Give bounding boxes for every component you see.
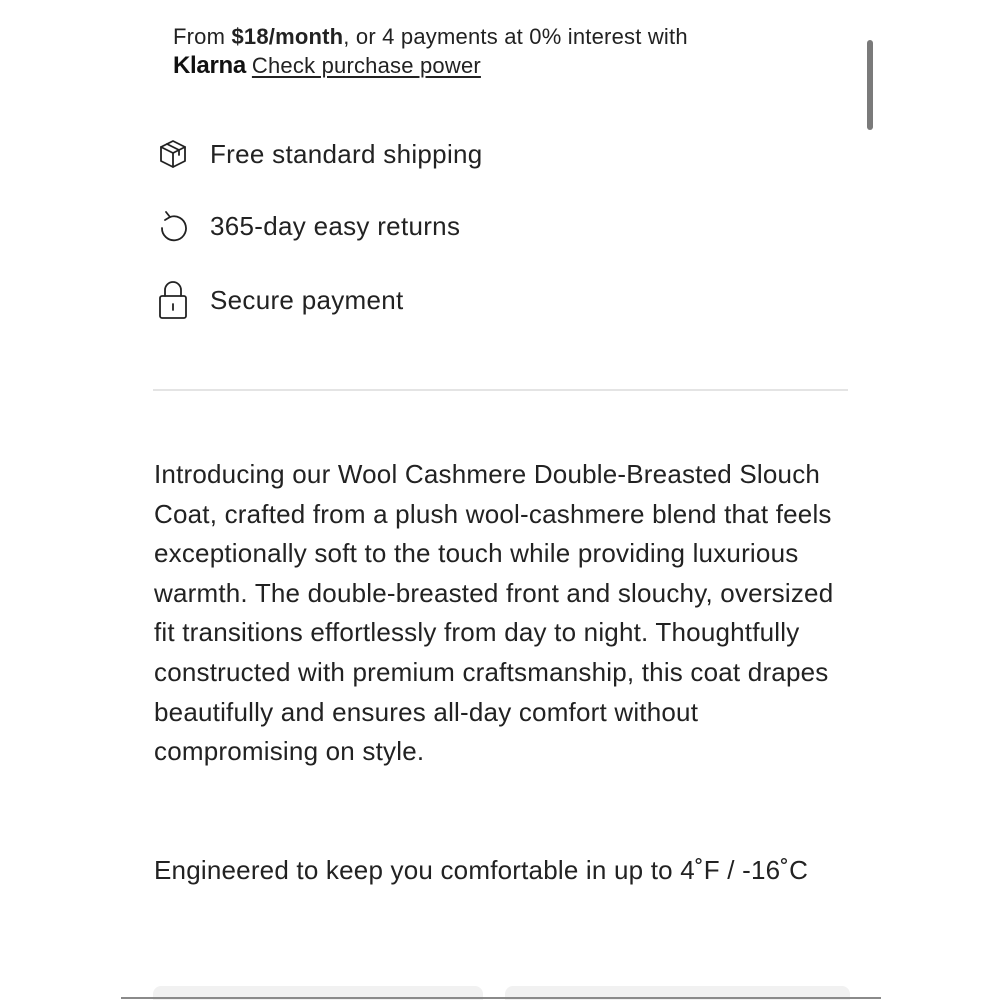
financing-line xyxy=(173,22,813,51)
scrollbar-thumb[interactable] xyxy=(867,40,873,130)
klarna-financing-info xyxy=(173,22,813,80)
bottom-divider xyxy=(121,997,881,999)
lock-icon xyxy=(155,280,191,320)
perk-easy-returns xyxy=(155,206,460,246)
financing-suffix: , or 4 payments at 0% interest with xyxy=(343,24,688,49)
perk-free-shipping xyxy=(155,134,483,174)
product-description: Introducing our Wool Cashmere Double-Breasted Slouch Coat, crafted from a plush wool-cashmere blend that feels exceptionally soft to the touch while providing luxurious warmth. The double-breasted front and slouchy, oversized fit transitions effortlessly from day to night. Thoughtfully constructed with premium craftsmanship, this coat drapes beautifully and ensures all-day comfort without compromising on style. xyxy=(154,459,834,767)
package-icon xyxy=(155,134,191,174)
perk-label: Free standard shipping xyxy=(210,138,483,169)
perk-secure-payment xyxy=(155,280,404,320)
perk-label: Secure payment xyxy=(210,284,404,315)
check-purchase-power-link[interactable]: Check purchase power xyxy=(251,53,481,78)
financing-amount: $18/month xyxy=(231,24,344,49)
return-arrow-icon xyxy=(155,206,191,246)
temperature-rating: Engineered to keep you comfortable in up to 4˚F / -16˚C xyxy=(154,855,809,885)
section-divider xyxy=(153,389,848,391)
financing-prefix: From xyxy=(173,24,232,49)
klarna-logo: Klarna xyxy=(173,52,246,79)
klarna-line xyxy=(173,51,813,80)
perk-label: 365-day easy returns xyxy=(210,210,461,241)
